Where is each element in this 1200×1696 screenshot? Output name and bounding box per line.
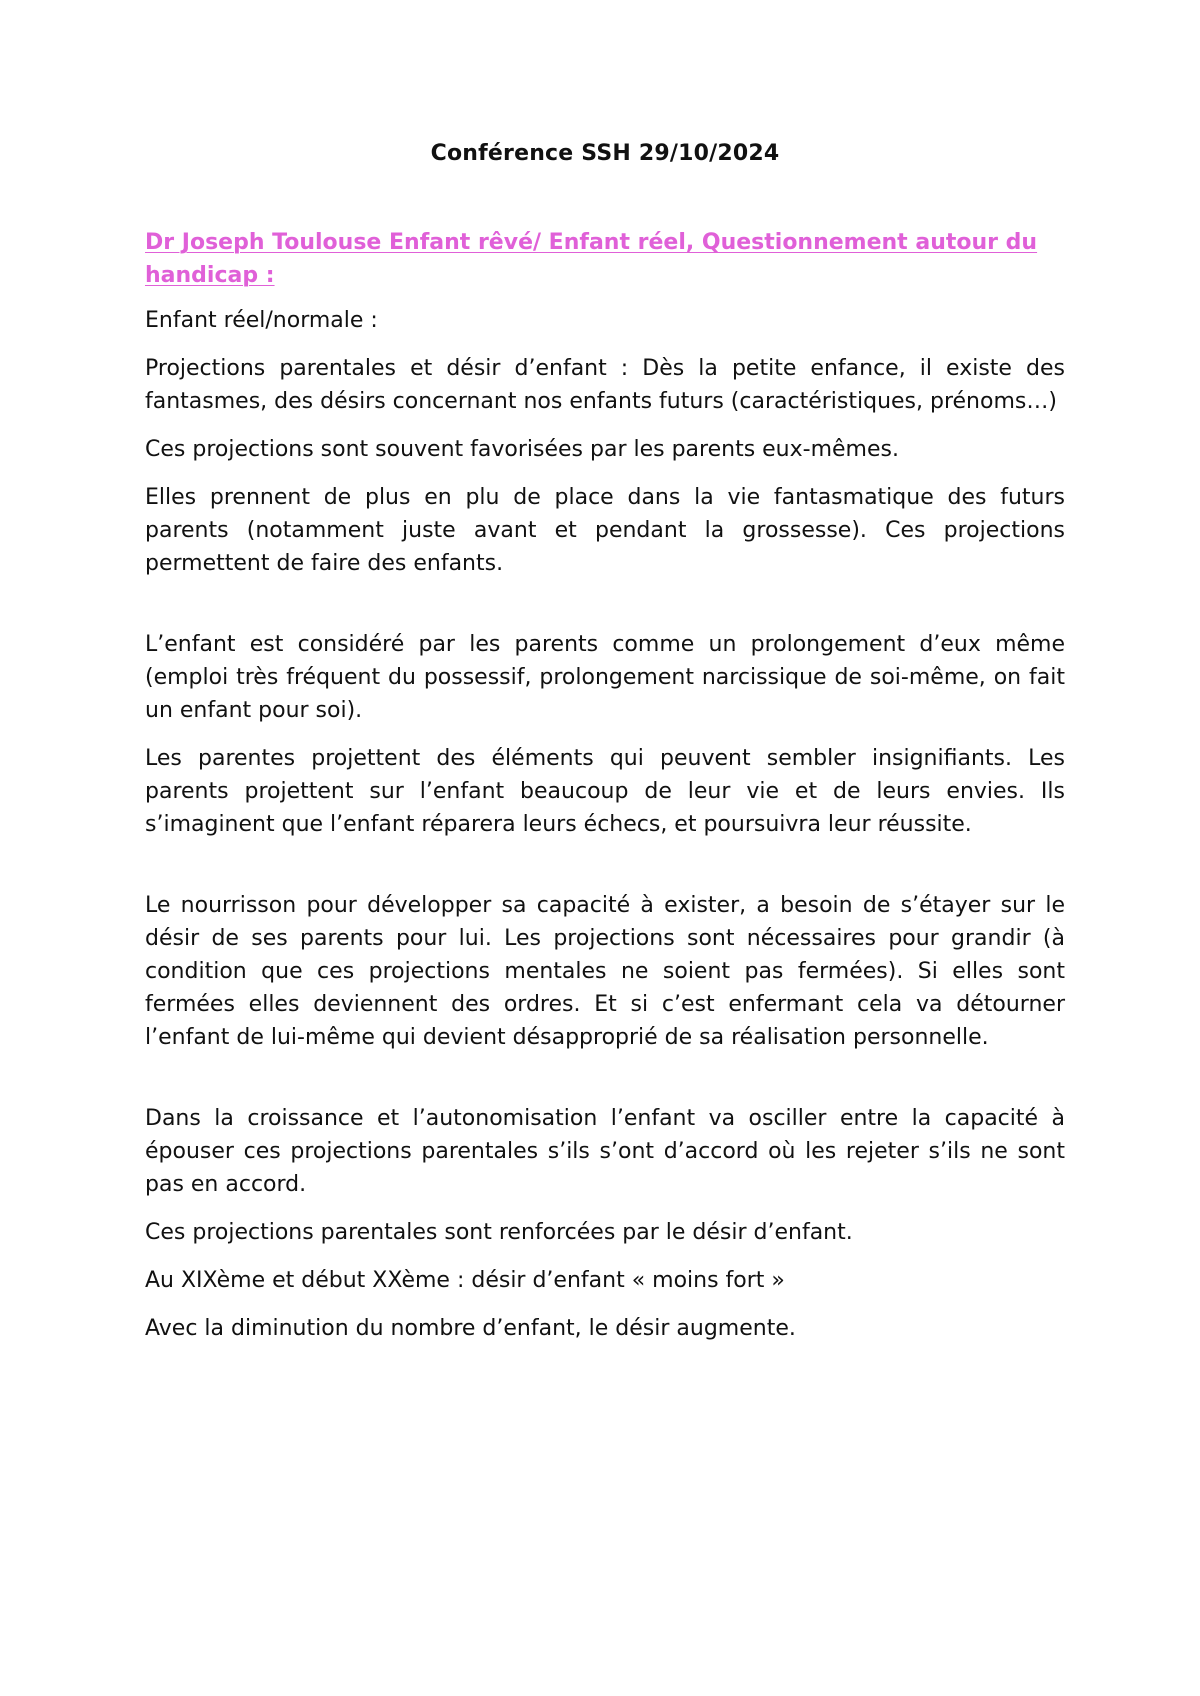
paragraph-parents-projettent: Les parentes projettent des éléments qui peuvent sembler insignifiants. Les parents projettent sur l’enfant beaucoup de leur vie et de leurs envies. Ils s’imaginent que l’enfant réparera leurs échecs, et poursuivra leur réussite. xyxy=(145,746,1065,837)
paragraph-projections-desir: Projections parentales et désir d’enfant : Dès la petite enfance, il existe des fantasmes, des désirs concernant nos enfants futurs (caractéristiques, prénoms…) xyxy=(145,356,1065,414)
section-heading: Dr Joseph Toulouse Enfant rêvé/ Enfant réel, Questionnement autour du handicap : xyxy=(145,230,1038,288)
document-title: Conférence SSH 29/10/2024 xyxy=(430,141,780,166)
paragraph-prolongement: L’enfant est considéré par les parents comme un prolongement d’eux même (emploi très fréquent du possessif, prolongement narcissique de soi-même, on fait un enfant pour soi). xyxy=(145,632,1065,723)
paragraph-croissance: Dans la croissance et l’autonomisation l’enfant va osciller entre la capacité à épouser ces projections parentales s’ils s’ont d’accord où les rejeter s’ils ne sont pas en accord. xyxy=(145,1106,1065,1197)
paragraph-enfant-reel: Enfant réel/normale : xyxy=(145,308,378,333)
paragraph-xixeme: Au XIXème et début XXème : désir d’enfant « moins fort » xyxy=(145,1268,785,1293)
paragraph-projections-favorisees: Ces projections sont souvent favorisées par les parents eux-mêmes. xyxy=(145,437,899,462)
document-body xyxy=(145,138,1065,1360)
paragraph-renforcees: Ces projections parentales sont renforcées par le désir d’enfant. xyxy=(145,1220,853,1245)
paragraph-nourrisson: Le nourrisson pour développer sa capacité à exister, a besoin de s’étayer sur le désir de ses parents pour lui. Les projections sont nécessaires pour grandir (à condition que ces projections mentales ne soient pas fermées). Si elles sont fermées elles deviennent des ordres. Et si c’est enfermant cela va détourner l’enfant de lui-même qui devient désapproprié de sa réalisation personnelle. xyxy=(145,893,1065,1050)
paragraph-diminution: Avec la diminution du nombre d’enfant, le désir augmente. xyxy=(145,1316,796,1341)
paragraph-vie-fantasmatique: Elles prennent de plus en plu de place dans la vie fantasmatique des futurs parents (notamment juste avant et pendant la grossesse). Ces projections permettent de faire des enfants. xyxy=(145,485,1065,576)
